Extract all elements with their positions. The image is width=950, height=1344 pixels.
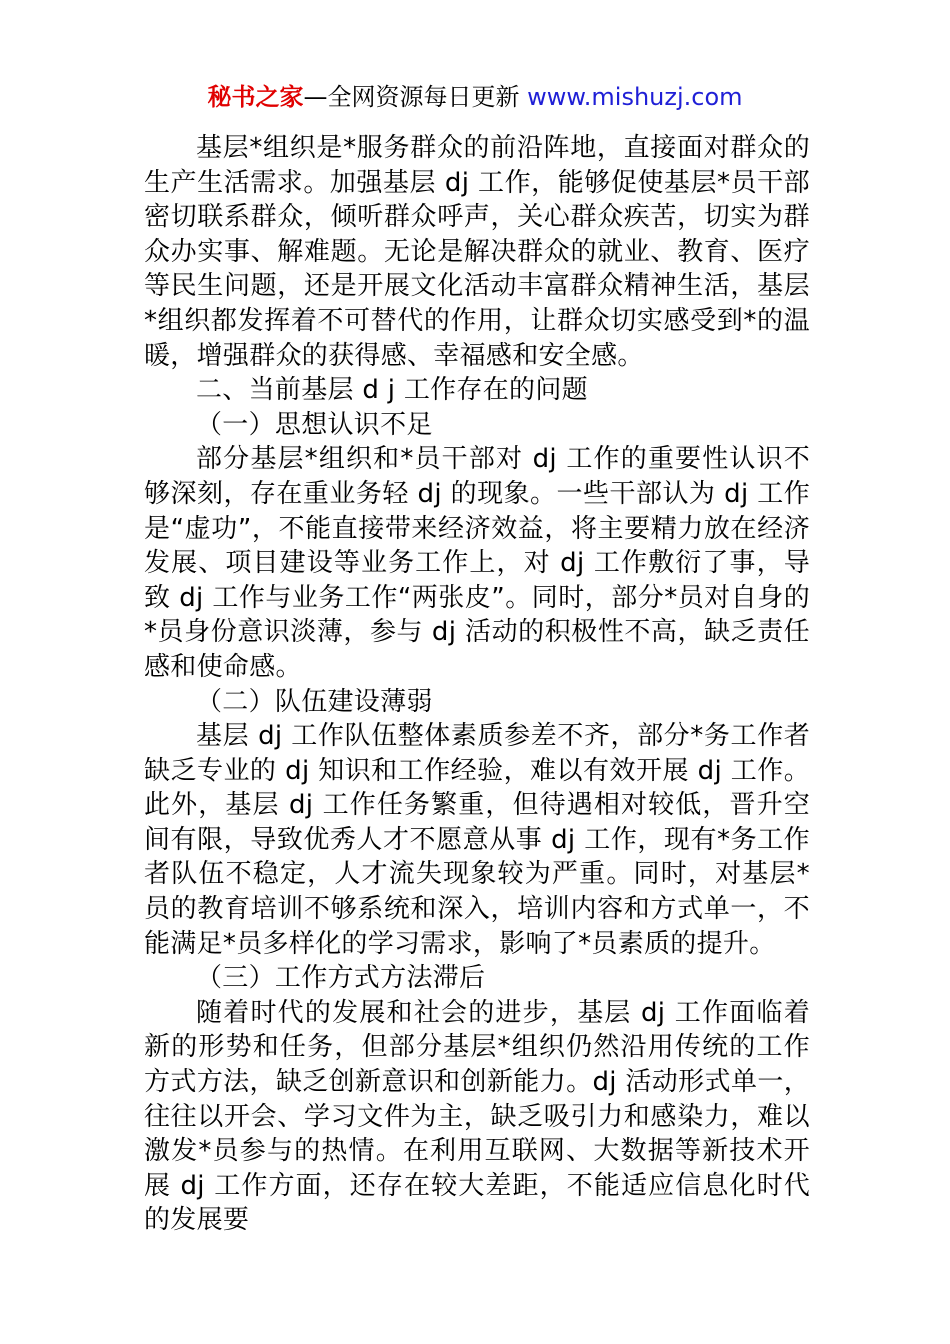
subheading-methods: （三）工作方式方法滞后 — [196, 963, 486, 994]
subheading-awareness: （一）思想认识不足 — [196, 409, 433, 440]
site-header — [0, 80, 950, 114]
document-body — [144, 131, 810, 1238]
site-tagline: —全网资源每日更新 — [303, 83, 520, 111]
paragraph-role-of-grassroots: 基层*组织是*服务群众的前沿阵地，直接面对群众的生产生活需求。加强基层 dj 工作，能够促使基层*员干部密切联系群众，倾听群众呼声，关心群众疾苦，切实为群众办实事、解难题。无论是解决群众的就业、教育、医疗等民生问题，还是开展文化活动丰富群众精神生活，基层*组织都发挥着不可替代的作用，让群众切实感受到*的温暖，增强群众的获得感、幸福感和安全感。 — [144, 133, 810, 371]
site-url-link[interactable]: www.mishuzj.com — [527, 83, 743, 111]
paragraph-methods: 随着时代的发展和社会的进步，基层 dj 工作面临着新的形势和任务，但部分基层*组织仍然沿用传统的工作方式方法，缺乏创新意识和创新能力。dj 活动形式单一，往往以开会、学习文件为主，缺乏吸引力和感染力，难以激发*员参与的热情。在利用互联网、大数据等新技术开展 dj 工作方面，还存在较大差距，不能适应信息化时代的发展要 — [144, 997, 810, 1236]
section-heading-problems: 二、当前基层 d j 工作存在的问题 — [196, 375, 588, 406]
paragraph-team-building: 基层 dj 工作队伍整体素质参差不齐，部分*务工作者缺乏专业的 dj 知识和工作经验，难以有效开展 dj 工作。此外，基层 dj 工作任务繁重，但待遇相对较低，晋升空间有限，导致优秀人才不愿意从事 dj 工作，现有*务工作者队伍不稳定，人才流失现象较为严重。同时，对基层*员的教育培训不够系统和深入，培训内容和方式单一，不能满足*员多样化的学习需求，影响了*员素质的提升。 — [144, 721, 810, 959]
subheading-team-building: （二）队伍建设薄弱 — [196, 686, 433, 717]
paragraph-awareness: 部分基层*组织和*员干部对 dj 工作的重要性认识不够深刻，存在重业务轻 dj 的现象。一些干部认为 dj 工作是“虚功”，不能直接带来经济效益，将主要精力放在经济发展、项目建设等业务工作上，对 dj 工作敷衍了事，导致 dj 工作与业务工作“两张皮”。同时，部分*员对自身的*员身份意识淡薄，参与 dj 活动的积极性不高，缺乏责任感和使命感。 — [144, 444, 810, 682]
site-brand: 秘书之家 — [207, 83, 304, 111]
